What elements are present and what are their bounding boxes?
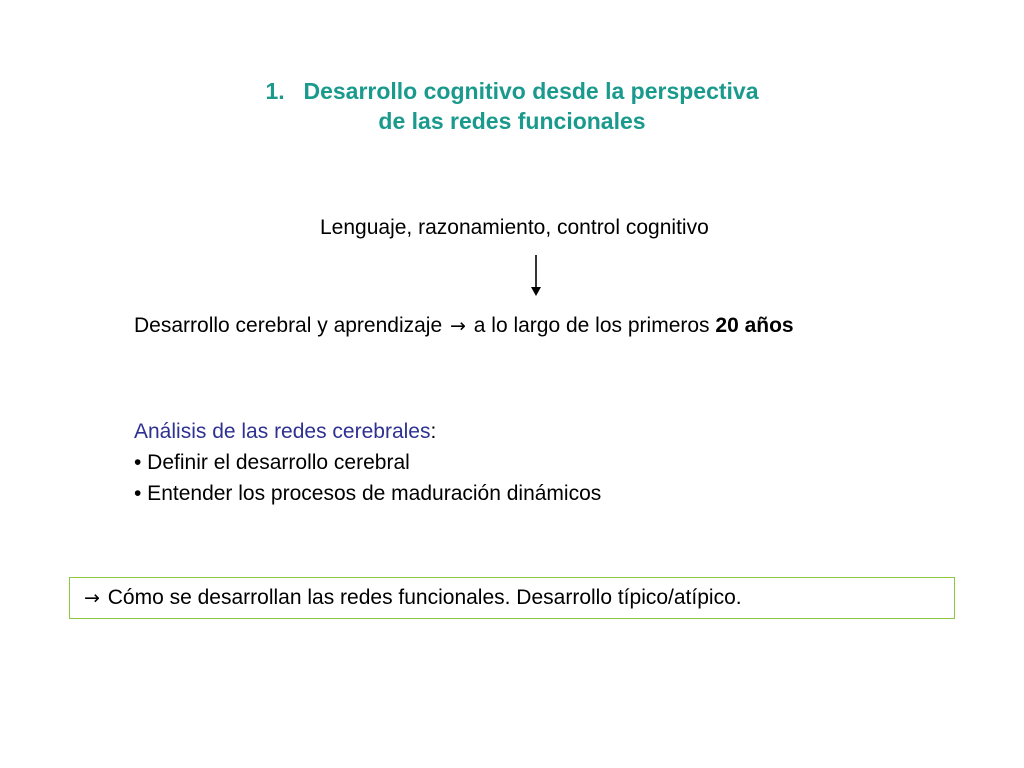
development-emphasis: 20 años [715,314,794,337]
down-arrow-icon [529,255,543,297]
right-arrow-icon: → [84,587,100,609]
title-text-1: Desarrollo cognitivo desde la perspectiva [303,78,759,104]
bullet-item: • Entender los procesos de maduración dinámicos [134,482,602,505]
slide-title [0,76,1024,136]
development-text-start: Desarrollo cerebral y aprendizaje [134,314,443,337]
conclusion-box [69,577,955,619]
topics-line: Lenguaje, razonamiento, control cognitivo [320,216,709,239]
title-line-1 [0,76,1024,106]
analysis-heading-text: Análisis de las redes cerebrales [134,420,431,443]
analysis-section [134,416,601,509]
development-text-middle: a lo largo de los primeros [473,314,710,337]
development-line [134,312,794,340]
bullet-item: • Definir el desarrollo cerebral [134,451,410,474]
analysis-heading-colon: : [430,420,437,443]
title-number: 1. [265,78,285,104]
title-line-2: de las redes funcionales [378,108,646,134]
analysis-heading [134,416,601,447]
right-arrow-icon: → [450,315,466,337]
conclusion-text: Cómo se desarrollan las redes funcionales. Desarrollo típico/atípico. [107,586,742,609]
